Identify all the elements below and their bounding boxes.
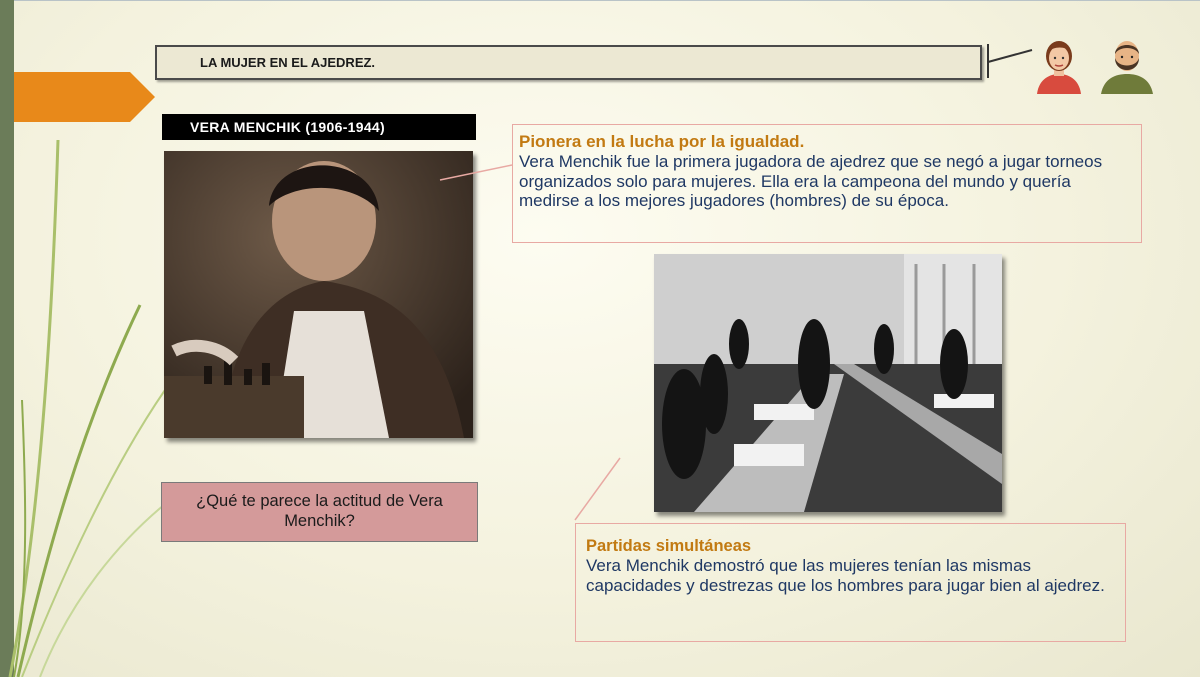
title-box [155, 45, 982, 80]
simultaneous-games-photo [654, 254, 1002, 512]
title-connector [980, 40, 1035, 85]
callout-equality-body: Vera Menchik fue la primera jugadora de ajedrez que se negó a jugar torneos organizados solo para mujeres. Ella era la campeona del mundo y quería medirse a los mejores jugadores (hombres) de su época. [519, 152, 1103, 210]
name-header-bar [162, 114, 476, 140]
man-avatar-icon [1098, 34, 1156, 94]
callout-equality [512, 124, 1142, 243]
slide-title: LA MUJER EN EL AJEDREZ. [200, 55, 376, 70]
callout-equality-heading: Pionera en la lucha por la igualdad. [519, 132, 805, 151]
woman-avatar-icon [1033, 34, 1085, 94]
callout-simultaneous [575, 523, 1126, 642]
question-text: ¿Qué te parece la actitud de Vera Menchik? [196, 492, 443, 530]
callout-simultaneous-body: Vera Menchik demostró que las mujeres tenían las mismas capacidades y destrezas que los hombres para jugar bien al ajedrez. [586, 556, 1105, 595]
name-header: VERA MENCHIK (1906-1944) [190, 119, 385, 135]
callout-simultaneous-heading: Partidas simultáneas [586, 537, 752, 555]
orange-arrow-shape [14, 72, 156, 122]
question-box [161, 482, 478, 542]
portrait-photo [164, 151, 473, 438]
